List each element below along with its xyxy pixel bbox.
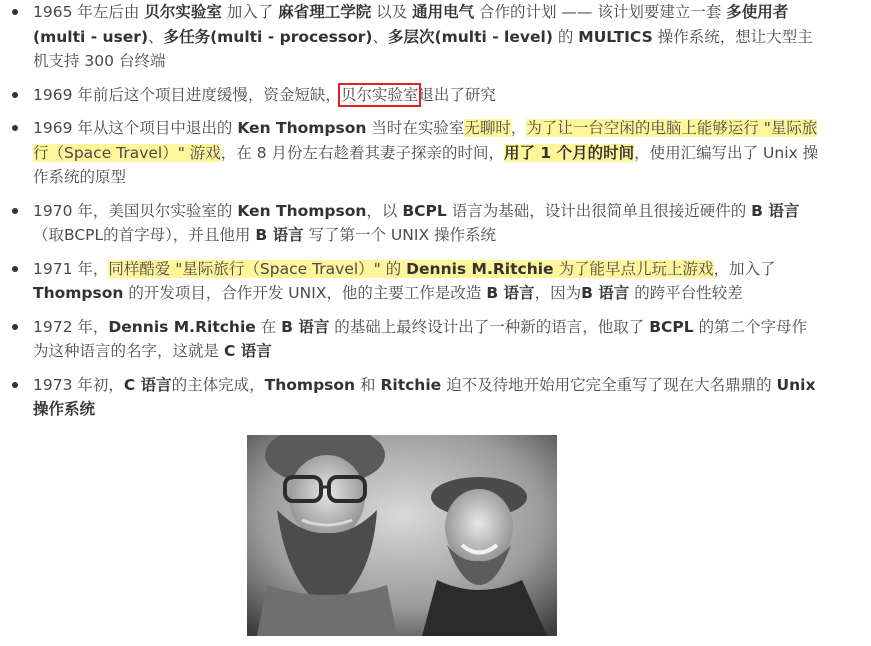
text-segment: 的跨平台性较差 xyxy=(629,284,743,302)
highlighted-text: 同样酷爱 "星际旅行（Space Travel）" 的 xyxy=(108,259,407,278)
text-segment: 1969 年前后这个项目进度缓慢，资金短缺， xyxy=(33,85,341,104)
bold-text: Thompson xyxy=(264,375,356,394)
highlighted-text: 为了能早点儿玩上游戏 xyxy=(553,259,714,278)
bold-text: 麻省理工学院 xyxy=(278,3,372,21)
text-segment: 的主体完成， xyxy=(171,375,265,394)
bold-text: Ritchie xyxy=(380,375,442,394)
text-segment: 写了第一个 UNIX 操作系统 xyxy=(303,226,496,244)
bold-text: Dennis M.Ritchie xyxy=(108,317,256,336)
bold-text: 贝尔实验室 xyxy=(144,3,222,21)
list-item xyxy=(0,373,820,422)
text-segment: 的基础上最终设计出了一种新的语言，他取了 xyxy=(329,317,650,336)
text-segment: 加入了 xyxy=(221,3,279,21)
highlighted-text: 为了让一台空闲的电脑上能够运行 "星际旅行（Space Travel）" 游戏 xyxy=(33,119,818,162)
text-segment: 以及 xyxy=(371,3,413,21)
bullet-icon xyxy=(12,266,18,272)
text-segment: 的开发项目，合作开发 UNIX，他的主要工作是改造 xyxy=(123,284,487,302)
bold-text: B 语言 xyxy=(751,201,800,220)
bold-text: C 语言 xyxy=(223,342,272,360)
bold-text: 多使用者(multi - user) xyxy=(33,3,789,46)
text-segment: 迫不及待地开始用它完全重写了现在大名鼎鼎的 xyxy=(441,375,777,394)
list-item xyxy=(0,83,820,108)
text-segment: 的第二个字母作为这种语言的名字，这就是 xyxy=(33,317,808,360)
bold-text: B 语言 xyxy=(281,317,330,336)
text-segment: ，因为 xyxy=(534,284,582,302)
highlighted-text: 用了 1 个月的时间 xyxy=(504,143,635,162)
text-segment: 当时在实验室 xyxy=(366,119,465,137)
photo-thompson-ritchie xyxy=(247,435,557,636)
bold-text: Unix 操作系统 xyxy=(33,375,816,418)
text-segment: 和 xyxy=(355,375,381,394)
boxed-text: 贝尔实验室 xyxy=(340,85,419,104)
bold-text: B 语言 xyxy=(486,284,535,302)
bullet-icon xyxy=(12,125,18,131)
bullet-icon xyxy=(12,92,18,98)
bold-text: MULTICS xyxy=(578,27,653,46)
bold-text: Ken Thompson xyxy=(237,119,367,137)
text-segment: 退出了研究 xyxy=(418,85,496,104)
text-segment: 1971 年， xyxy=(33,259,109,278)
bold-text: B 语言 xyxy=(581,284,630,302)
bullet-icon xyxy=(12,208,18,214)
text-segment: 操作系统，想让大型主机支持 300 台终端 xyxy=(33,27,813,70)
highlighted-text: 无聊时 xyxy=(464,119,511,137)
bold-text: BCPL xyxy=(402,201,447,220)
bold-text: BCPL xyxy=(649,317,694,336)
text-segment: 、 xyxy=(372,27,389,46)
text-segment: 合作的计划 —— 该计划要建立一套 xyxy=(474,3,727,21)
text-segment: 、 xyxy=(148,27,164,46)
text-segment: 在 xyxy=(255,317,282,336)
list-item xyxy=(0,315,820,364)
text-segment: 1973 年初， xyxy=(33,375,124,394)
text-segment: （取BCPL的首字母），并且他用 xyxy=(33,226,256,244)
list-item xyxy=(0,116,820,190)
list-item xyxy=(0,0,820,74)
text-segment: ，以 xyxy=(366,201,403,220)
bold-text: 通用电气 xyxy=(412,3,475,21)
text-segment: ，使用汇编写出了 Unix 操作系统的原型 xyxy=(33,143,819,186)
bullet-icon xyxy=(12,382,18,388)
text-segment: 1969 年从这个项目中退出的 xyxy=(33,119,238,137)
bold-text: 多层次(multi - level) xyxy=(388,27,553,46)
list-item xyxy=(0,257,820,306)
text-segment: ，在 8 月份左右趁着其妻子探亲的时间， xyxy=(220,143,505,162)
highlighted-text: Dennis M.Ritchie xyxy=(406,259,554,278)
text-segment: 1972 年， xyxy=(33,317,109,336)
bold-text: B 语言 xyxy=(255,226,304,244)
list-item xyxy=(0,199,820,248)
text-segment: 1970 年，美国贝尔实验室的 xyxy=(33,201,238,220)
bold-text: 多任务(multi - processor) xyxy=(163,27,373,46)
bullet-icon xyxy=(12,9,18,15)
text-segment: 的 xyxy=(552,27,579,46)
text-segment: ， xyxy=(510,119,527,137)
bold-text: Thompson xyxy=(33,284,124,302)
bold-text: Ken Thompson xyxy=(237,201,367,220)
text-segment: 1965 年左后由 xyxy=(33,3,145,21)
bold-text: C 语言 xyxy=(123,375,172,394)
bullet-icon xyxy=(12,324,18,330)
text-segment: ，加入了 xyxy=(713,259,776,278)
text-segment: 语言为基础，设计出很简单且很接近硬件的 xyxy=(446,201,752,220)
